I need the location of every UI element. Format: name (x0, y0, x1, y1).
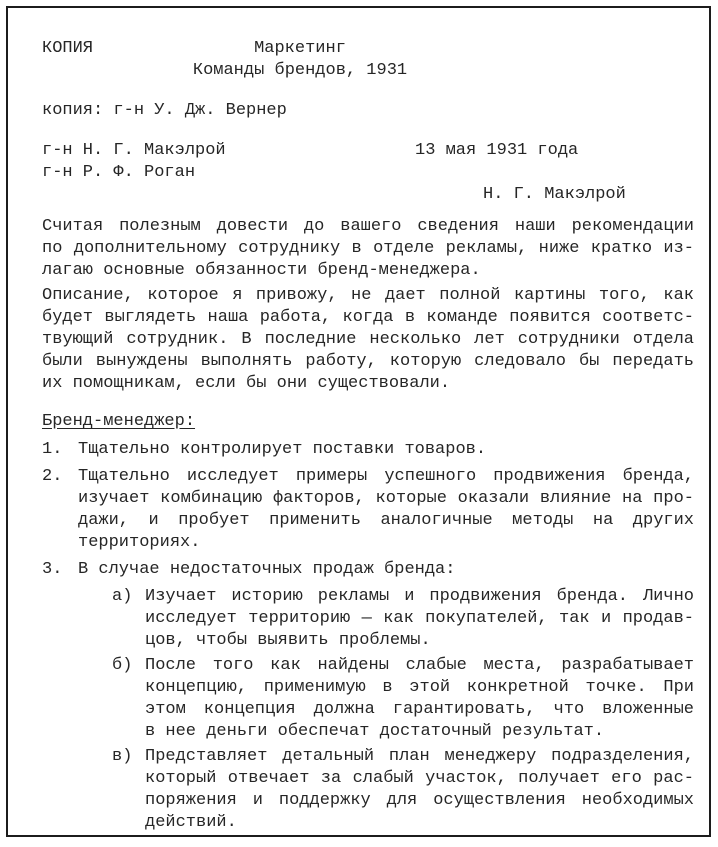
text-line: твующий сотрудник. В последние несколько лет сотрудники отдела (42, 330, 694, 349)
list-item-text (78, 559, 694, 581)
list-item-text (78, 439, 694, 461)
text-line: Описание, которое я привожу, не дает полной картины того, как (42, 286, 694, 305)
recipient-1: г-н Н. Г. Макэлрой (42, 141, 226, 160)
text-line: Считая полезным довести до вашего сведения наши рекомендации (42, 217, 694, 236)
text-line: Представляет детальный план менеджеру подразделения, (145, 747, 694, 766)
list-item-2 (42, 466, 694, 554)
recipient-2: г-н Р. Ф. Роган (42, 163, 196, 182)
text-line: лагаю основные обязанности бренд-менеджера. (42, 261, 481, 280)
text-line: дажи, и пробует применить аналогичные методы на других (78, 511, 694, 530)
text-line: исследует территорию — как покупателей, так и продав- (145, 609, 694, 628)
title-line-2: Команды брендов, 1931 (192, 61, 408, 80)
text-line: этом концепция должна гарантировать, что вложенные (145, 700, 694, 719)
text-line: Тщательно исследует примеры успешного продвижения бренда, (78, 467, 694, 486)
paragraph-2 (42, 285, 694, 395)
sub-list-marker: б) (112, 656, 133, 675)
text-line: в нее деньги обеспечат достаточный результат. (145, 722, 605, 741)
section-heading-text: Бренд-менеджер: (42, 412, 196, 431)
title-line-1: Маркетинг (254, 39, 346, 58)
list-item-1 (42, 439, 694, 461)
text-line: изучает комбинацию факторов, которые оказали влияние на про- (78, 489, 694, 508)
list-marker: 3. (42, 560, 63, 579)
list-item-text (78, 466, 694, 554)
text-line: цов, чтобы выявить проблемы. (145, 631, 431, 650)
paragraph-1 (42, 216, 694, 282)
text-line: После того как найдены слабые места, разрабатывает (145, 656, 694, 675)
text-line: будет выглядеть наша работа, когда в команде появится соответс- (42, 308, 694, 327)
sub-item-text (145, 586, 694, 652)
sub-item-b (112, 655, 694, 743)
sub-item-v (112, 746, 694, 834)
list-marker: 1. (42, 440, 63, 459)
text-line: их помощникам, если бы они существовали. (42, 374, 451, 393)
text-line: по дополнительному сотруднику в отделе рекламы, ниже кратко из- (42, 239, 694, 258)
sub-item-text (145, 655, 694, 743)
section-heading (42, 411, 694, 433)
text-line: В случае недостаточных продаж бренда: (78, 560, 456, 579)
text-line: действий. (145, 813, 237, 832)
text-line: поряжения и поддержку для осуществления необходимых (145, 791, 694, 810)
text-line: который отвечает за слабый участок, получает его рас- (145, 769, 694, 788)
recipients-block (42, 140, 694, 184)
text-line: Изучает историю рекламы и продвижения бренда. Лично (145, 587, 694, 606)
text-line: территориях. (78, 533, 201, 552)
text-line: были вынуждены выполнять работу, которую следовало бы передать (42, 352, 694, 371)
signature: Н. Г. Макэлрой (483, 185, 626, 204)
copy-stamp: КОПИЯ (42, 39, 94, 58)
list-item-3 (42, 559, 694, 581)
cc-line: копия: г-н У. Дж. Вернер (42, 101, 287, 120)
sub-list-marker: а) (112, 587, 133, 606)
sub-item-text (145, 746, 694, 834)
sub-list-marker: в) (112, 747, 133, 766)
text-line: Тщательно контролирует поставки товаров. (78, 440, 487, 459)
sub-item-a (112, 586, 694, 652)
document-frame (6, 6, 711, 837)
document-header (42, 38, 694, 82)
document-date: 13 мая 1931 года (415, 141, 579, 160)
document-title (42, 38, 558, 82)
list-marker: 2. (42, 467, 63, 486)
text-line: концепцию, применимую в этой конкретной точке. При (145, 678, 694, 697)
